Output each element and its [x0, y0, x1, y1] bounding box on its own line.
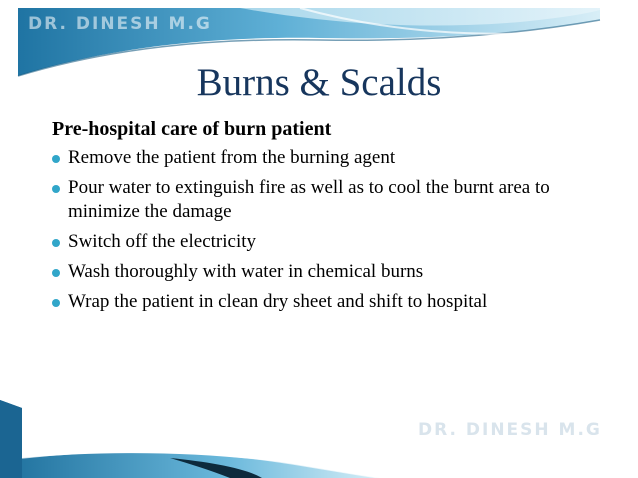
bullet-text: Pour water to extinguish fire as well as to cool the burnt area to minimize the damage: [68, 177, 550, 222]
bullet-dot-icon: [52, 299, 60, 307]
list-item: [50, 290, 610, 314]
bullet-dot-icon: [52, 185, 60, 193]
watermark-bottom: DR. DINESH M.G: [418, 420, 602, 440]
bullet-text: Remove the patient from the burning agent: [68, 147, 396, 168]
watermark-top: DR. DINESH M.G: [28, 14, 212, 34]
bullet-dot-icon: [52, 269, 60, 277]
bullet-list: [50, 146, 610, 320]
bullet-dot-icon: [52, 155, 60, 163]
list-item: [50, 176, 610, 224]
slide-title: Burns & Scalds: [196, 61, 442, 104]
list-item: [50, 146, 610, 170]
section-heading: Pre-hospital care of burn patient: [52, 118, 332, 140]
bullet-dot-icon: [52, 239, 60, 247]
bullet-text: Wrap the patient in clean dry sheet and shift to hospital: [68, 291, 488, 312]
list-item: [50, 230, 610, 254]
list-item: [50, 260, 610, 284]
bullet-text: Switch off the electricity: [68, 231, 257, 252]
bullet-text: Wash thoroughly with water in chemical burns: [68, 261, 424, 282]
